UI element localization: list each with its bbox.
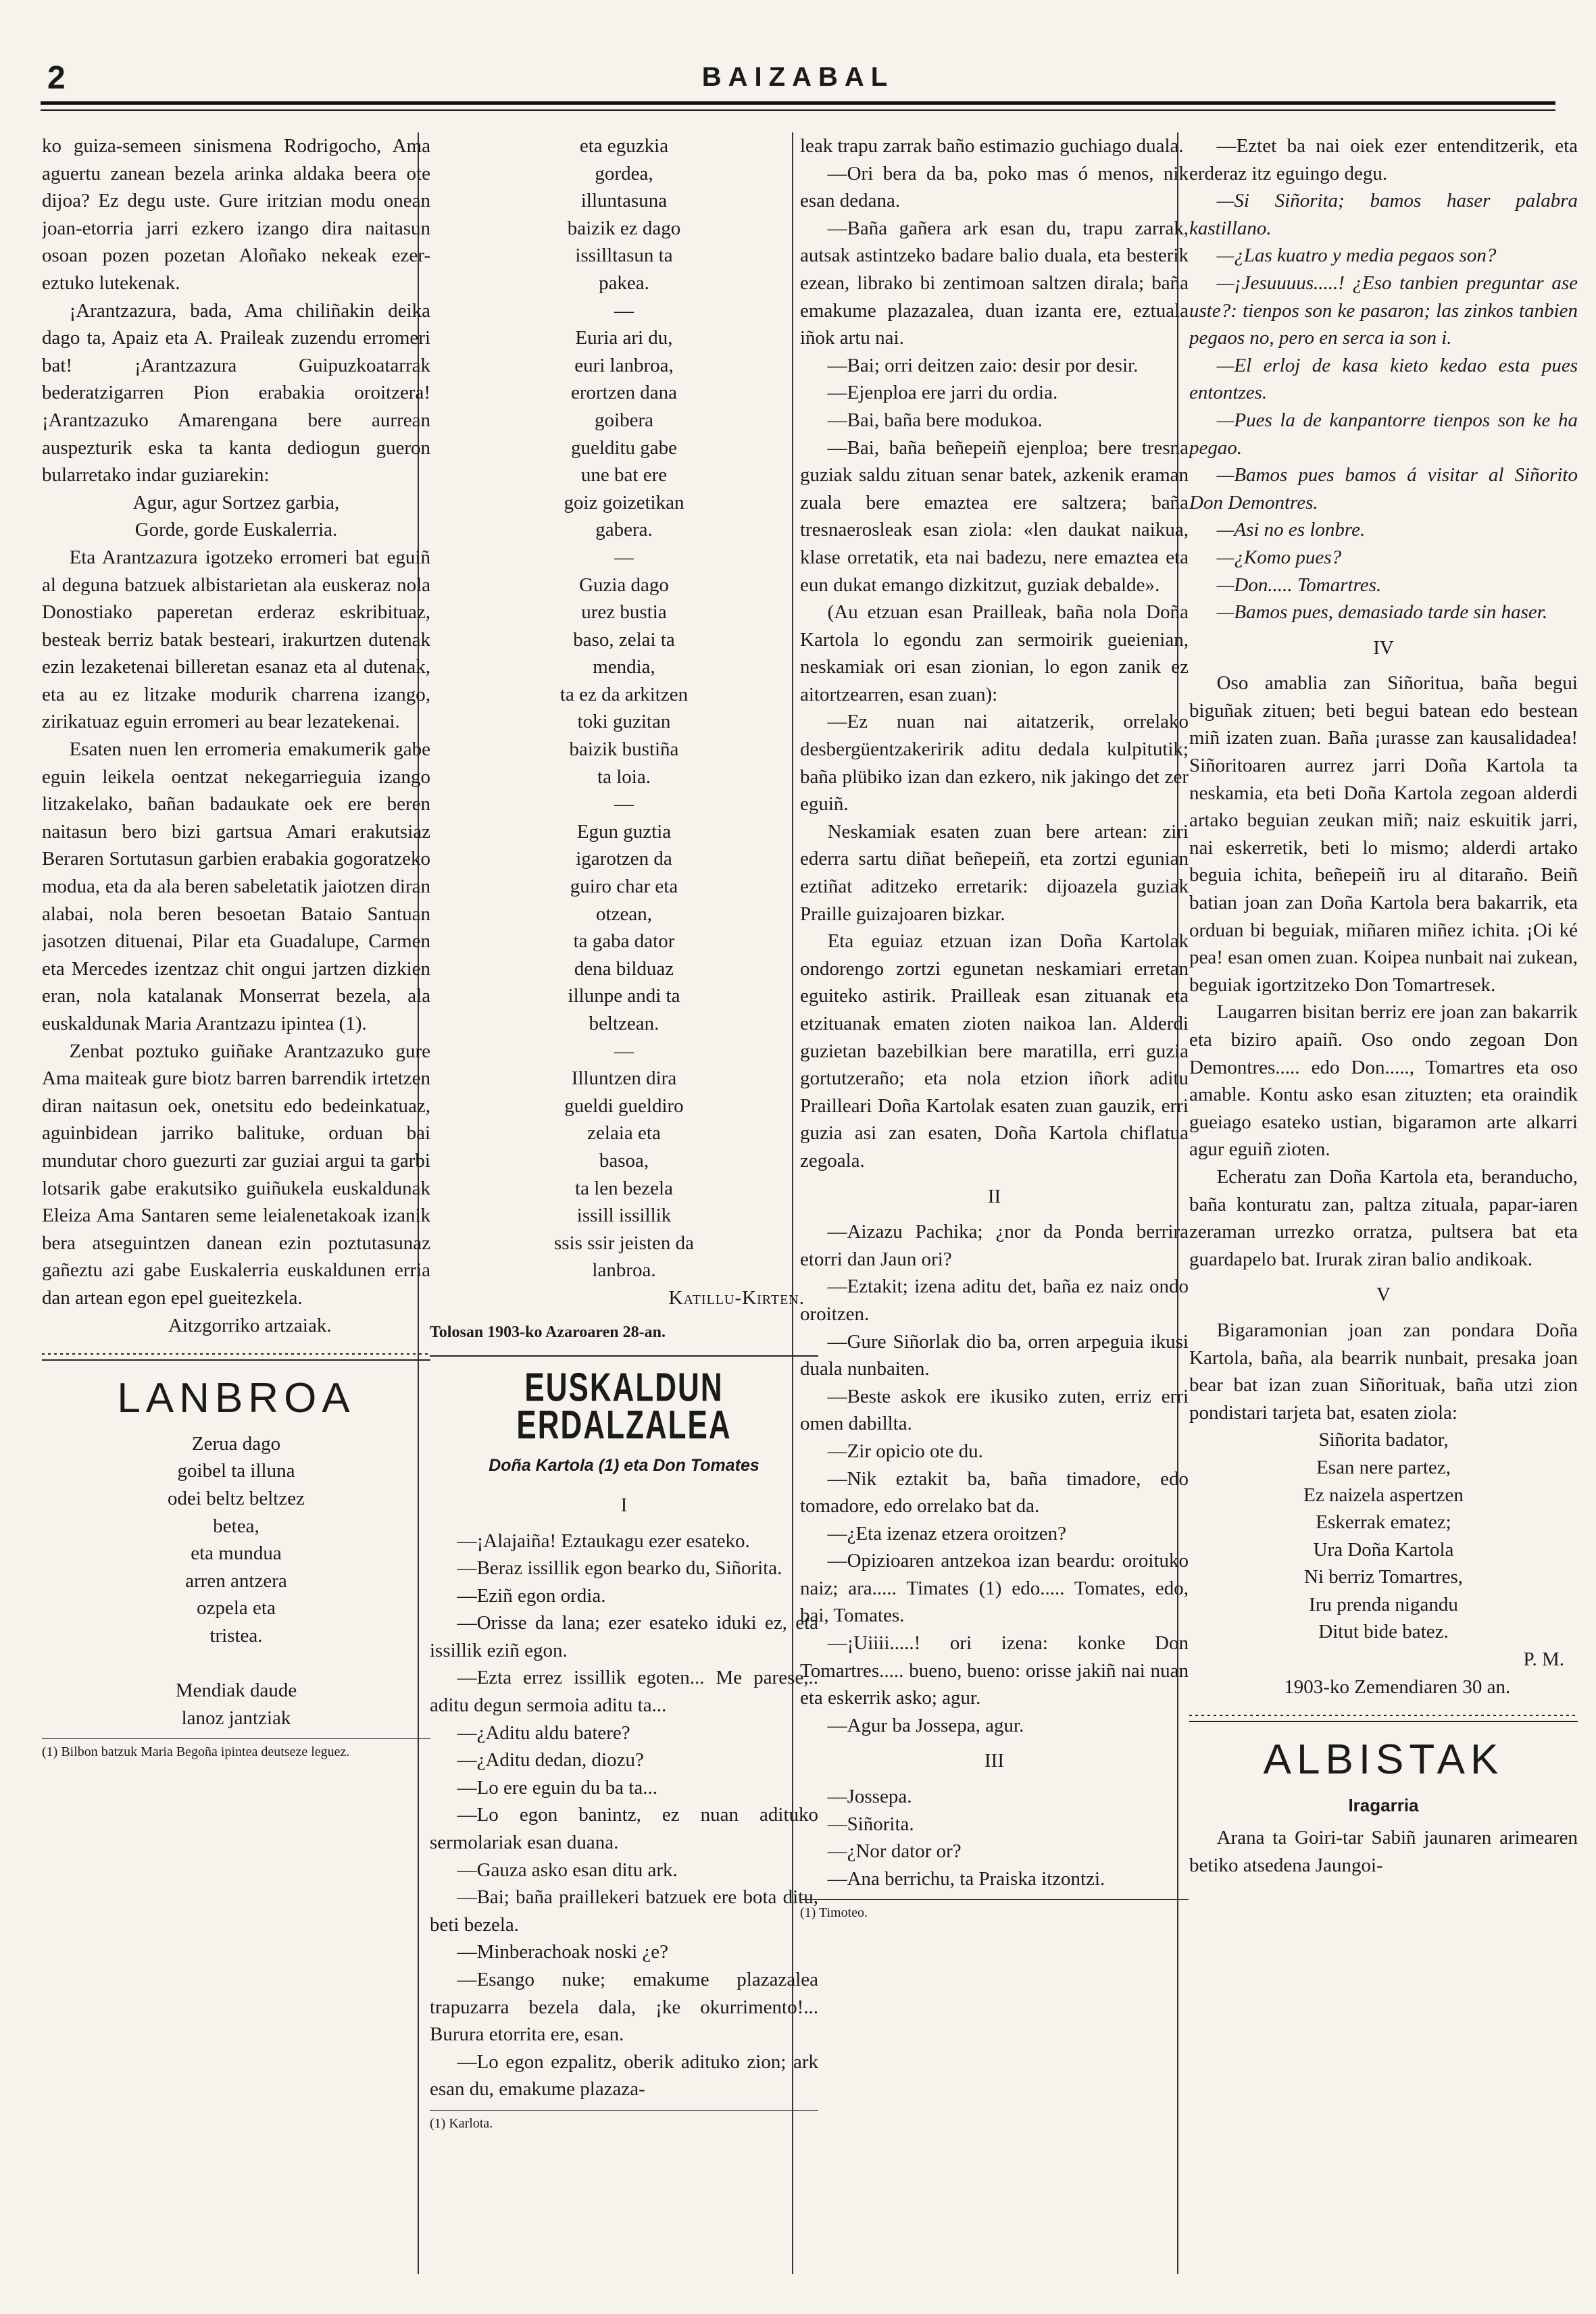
poem-line: ta ez da arkitzen (559, 683, 689, 705)
article-paragraph: Eta eguiaz etzuan izan Doña Kartolak ondorengo zortzi egunetan neskamiari erretan eguiteko astirik. Prailleak esan zituanak eta etzituanak ematen zioten naikoa lan. Alderdi guzietan bazebilkian bere maratilla, erri guzia gortutzeraño; eta nola etzion iñork aditu Prailleari Doña Kartolak esaten zuan gauzik, erri guzia asi zan esaten, Doña Kartola chiflatua zegoala. (800, 930, 1189, 1172)
dialogue-line: —Ori bera da ba, poko mas ó menos, nik esan dedana. (800, 162, 1189, 212)
poem-line: issill issillik (576, 1205, 672, 1227)
dialogue-line: —Jossepa. (827, 1786, 912, 1808)
poem-line: lanbroa. (592, 1259, 656, 1282)
poem-line: eta eguzkia (579, 135, 669, 157)
article-paragraph: Eta Arantzazura igotzeko erromeri bat eguiñ al deguna batzuek albistarietan ala euskeraz nola Donostiako paperetan erderaz eskribituaz, besteak berriz batak besteari, irakurtzen dutenak ezin lezaketenai billeretan esanaz eta al dutenak, eta au ez litzake modurik charrena izango, zirikatuaz eguin erromeri au bear lezatekenai. (42, 546, 430, 733)
dialogue-line: —¿Eta izenaz etzera oroitzen? (827, 1522, 1066, 1544)
chapter-number: I (620, 1494, 628, 1516)
column-4 (1189, 132, 1578, 2281)
poem-line: — (614, 1040, 634, 1062)
poem-line: Zerua dago (191, 1432, 281, 1455)
masthead (41, 47, 1555, 101)
poem-line: tristea. (209, 1624, 263, 1646)
poem-line: une bat ere (580, 464, 668, 486)
poem-line: igarotzen da (576, 848, 672, 870)
dialogue-line: —Lo egon banintz, ez nuan adituko sermolariak esan duana. (430, 1804, 818, 1854)
dialogue-line: —Beste askok ere ikusiko zuten, erriz erri omen dabillta. (800, 1385, 1189, 1435)
poem-line: euri lanbroa, (574, 354, 674, 376)
poem-continued (430, 132, 818, 1284)
column-1 (42, 132, 430, 2281)
section-title-euskaldun: EUSKALDUN ERDALZALEA (516, 1365, 732, 1448)
header-rule-thick (41, 101, 1555, 105)
poem-line: issilltasun ta (575, 245, 673, 267)
verse-line: Iru prenda nigandu (1309, 1593, 1458, 1615)
section-divider (430, 1355, 818, 1357)
verse-line: Eskerrak ematez; (1316, 1511, 1451, 1534)
dialogue-line: —¡Uiiii.....! ori izena: konke Don Tomartres..... bueno, bueno: orisse jakiñ nai nuan eta eskerrik asko; agur. (800, 1632, 1189, 1709)
dialogue-line: —Eztakit; izena aditu det, baña ez naiz ondo oroitzen. (800, 1276, 1189, 1325)
dialogue-line: —Bai, baña bere modukoa. (827, 409, 1043, 431)
poem-line: erortzen dana (571, 382, 677, 404)
dialogue-line: —Eziñ egon ordia. (457, 1584, 606, 1607)
dialogue-line: —Esango nuke; emakume plazazalea trapuzarra bezela dala, ¡ke okurrimento!... Burura etorrita ere, esan. (430, 1969, 818, 2046)
section-title-lanbroa: LANBROA (117, 1375, 355, 1422)
article-paragraph: Neskamiak esaten zuan bere artean: ziri ederra sartu diñat beñepeiñ, eta zortzi egunian eztiñat aditzeko erretarik: dijoazela guziak Praille guizajoaren bizkar. (800, 820, 1189, 925)
article-paragraph: ko guiza-semeen sinismena Rodrigocho, Ama aguertu zanean bezela arinka aldaka beera ote dijoa? Ez degu uste. Gure iritzian modu onean joan-etorria jarri ezkero izango dira naitasun osoan pozen pozetan Aloñako nekeak ezer-eztuko lutekenak. (42, 135, 430, 294)
chapter-number: II (987, 1185, 1001, 1207)
poem-line: otzean, (596, 903, 652, 925)
article-paragraph: Oso amablia zan Siñoritua, baña begui biguñak zituen; beti begui batean edo bestean miñ izaten zuan. Baña ¡urasse zan kausalidadea! Siñoritoaren aurrez jarri Doña Kartola ta neskamia, eta beti Doña Kartola zegoan alderdi artako beguian zeukan miñ; naiz eskuitik jarri, nai eskerretik, beti lo mismo; alderdi artako beguia ichita, beñepeiñ iru al ditaraño. Beiñ batian joan zan Doña Kartola bera bakarrik, eta orduan bi beguiak, miñaren miñez ichita. ¡Oi ké pea! esan omen zuan. Koipea nunbait nai zukean, beguiak igortzitzeko Don Tomartresek. (1189, 672, 1578, 996)
article-paragraph: Arana ta Goiri-tar Sabiñ jaunaren arimearen betiko atsedena Jaungoi- (1189, 1827, 1578, 1877)
poem-line: goibel ta illuna (177, 1460, 295, 1482)
poem-line: basoa, (599, 1149, 649, 1172)
poem-line: odei beltz beltzez (168, 1487, 305, 1509)
poem-line: guelditu gabe (570, 436, 678, 459)
verse-line: Ura Doña Kartola (1313, 1538, 1454, 1561)
dialogue-line: —Gure Siñorlak dio ba, orren arpeguia ikusi duala nunbaiten. (800, 1330, 1189, 1380)
dialogue-line: —Lo egon ezpalitz, oberik adituko zion; ark esan du, emakume plazaza- (430, 2051, 818, 2101)
dialogue-line: —Ez nuan nai aitatzerik, orrelako desbergüentzakeririk aditu dedala kulpitutik; baña plübiko izan dan ezkero, nik jakingo det zer eguiñ. (800, 711, 1189, 815)
poem-line: betea, (213, 1515, 259, 1537)
poem-line: ta loia. (597, 765, 651, 788)
poem-line: — (614, 546, 634, 568)
poem-line: ssis ssir jeisten da (553, 1232, 695, 1254)
poem-line: — (614, 299, 634, 322)
dialogue-line: —Lo ere eguin du ba ta... (457, 1776, 657, 1799)
poem-line: illuntasuna (580, 190, 668, 212)
article-date: 1903-ko Zemendiaren 30 an. (1284, 1676, 1511, 1698)
dialogue-line: —¿Aditu aldu batere? (457, 1721, 630, 1744)
page-number: 2 (47, 60, 66, 96)
dialogue-line: —Beraz issillik egon bearko du, Siñorita. (457, 1557, 782, 1580)
column-2 (430, 132, 818, 2281)
column-3 (800, 132, 1189, 2281)
dialogue-line: —Aizazu Pachika; ¿nor da Ponda berrira etorri dan Jaun ori? (800, 1221, 1189, 1270)
poem-line: baizik ez dago (567, 217, 681, 239)
poem-line: lanoz jantziak (181, 1707, 291, 1729)
article-paragraph: Esaten nuen len erromeria emakumerik gabe eguin leikela oentzat nekegarrieguia izango litzakelako, bañan badaukate oek ere beren naitasun bero bizi gartsua Amari erakutsiaz Beraren Sortutasun garbien erabakia gogoratzeko modua, eta da ala beren sabeletatik jaiotzen diran alabai, nola beren besoetan Bataio Santuan jasotzen dituenai, Pilar eta Guadalupe, Carmen eta Mercedes izentzaz chit ongui jartzen dizkien eran, nola katalanak Monserrat bezela, ala euskaldunak Maria Arantzazu ipintea (1). (42, 738, 430, 1034)
verse-line: Ez naizela aspertzen (1303, 1484, 1464, 1506)
poem-line: zelaia eta (587, 1122, 661, 1145)
article-subtitle: Doña Kartola (1) eta Don Tomates (489, 1456, 759, 1476)
dialogue-line: —El erloj de kasa kieto kedao esta pues entontzes. (1189, 354, 1578, 404)
poem (42, 1430, 430, 1732)
poem-line: gabera. (595, 519, 653, 541)
poem-line: gordea, (595, 162, 653, 184)
verse-line: Agur, agur Sortzez garbia, (132, 491, 340, 513)
chapter-number: IV (1373, 636, 1394, 659)
poem-line: goibera (595, 409, 653, 431)
poem-line: eta mundua (191, 1542, 282, 1565)
verse (1189, 1426, 1578, 1646)
article-paragraph: Zenbat poztuko guiñake Arantzazuko gure Ama maiteak gure biotz barren barrendik irtetzen diran naitasun oek, onetsitu edo bedeinkatuaz, aguinbidean jarriko balituke, orduan bai mundutar choro guezurti zar guziai argui ta garbi lotsarik gabe erakutsiko guiñukela euskaldunak Eleiza Ama Santaren seme leialenetakoak izanik bera atseguintzen danean ezin poztutasunaz gañeztu azi gabe Euskalerria euskaldunen erria dan artean egon epel gueitezkela. (42, 1040, 430, 1309)
poem-author: Katillu-Kirten. (668, 1286, 805, 1309)
poem-line: pakea. (599, 272, 649, 294)
dialogue-line: —Siñorita. (827, 1813, 914, 1835)
poem-line: guiro char eta (570, 876, 678, 898)
section-divider (42, 1351, 430, 1361)
news-label: Iragarria (1348, 1794, 1419, 1815)
dialogue-line: —Ana berrichu, ta Praiska itzontzi. (827, 1867, 1105, 1890)
dialogue-line: —Bai, baña beñepeiñ ejenploa; bere tresna guziak saldu zituan senar batek, azkenik eraman zuala bere emaztea ere saltzera; baña tresnaerosleak esan ziola: «len daukat naikua, klase orretatik, eta nai badezu, nere emaztea eta eun dukat emango dizkitzut, guziak debalde». (800, 436, 1189, 596)
poem-dateline: Tolosan 1903-ko Azaroaren 28-an. (430, 1323, 666, 1341)
article-paragraph: ¡Arantzazura, bada, Ama chiliñakin deika dago ta, Apaiz eta A. Praileak zuzendu erromeri bat! ¡Arantzazura Guipuzkoatarrak bederatzigarren Pion erabakia oroitzera! ¡Arantzazuko Amarengana bere aurrean auspezturik eska ta kanta dediogun gueron bularretako indar guziarekin: (42, 299, 430, 486)
dialogue-line: —Opizioaren antzekoa izan beardu: oroituko naiz; ara..... Timates (1) edo..... Tomates, edo, bai, Tomates. (800, 1550, 1189, 1627)
article-paragraph: Laugarren bisitan berriz ere joan zan bakarrik eta biziro apaiñ. Oso ondo zegoan Don Demontres..... edo Don....., Tomartres eta oso amable. Kontu asko esan zituzten; eta oraindik gueiago esateko ustian, bigaramon arte alkarri agur eguiñ zioten. (1189, 1001, 1578, 1161)
newspaper-title: BAIZABAL (701, 62, 895, 92)
poem-line: toki guzitan (577, 711, 671, 733)
dialogue-line: —Bamos pues, demasiado tarde sin haser. (1216, 601, 1548, 624)
dialogue-line: —Zir opicio ote du. (827, 1440, 983, 1462)
dialogue-line: —Orisse da lana; ezer esateko iduki ez, eta issillik eziñ egon. (430, 1612, 818, 1661)
poem-line: ta len bezela (575, 1177, 673, 1199)
dialogue-line: —¿Las kuatro y media pegaos son? (1216, 245, 1497, 267)
dialogue-line: —Gauza asko esan ditu ark. (457, 1859, 678, 1881)
dialogue-line: —Baña gañera ark esan du, trapu zarrak, autsak astintzeko badare balio duala, eta besterik ezean, librako bi zentimoan saltzen dirala; baña emakume plazazalea, duan izanta ere, eztuala iñok artu nai. (800, 217, 1189, 349)
poem-line: Guzia dago (579, 574, 669, 596)
poem-line: arren antzera (185, 1569, 287, 1592)
dialogue-line: —Don..... Tomartres. (1216, 574, 1382, 596)
dialogue-line: leak trapu zarrak baño estimazio guchiago duala. (800, 135, 1184, 157)
poem-line: mendia, (593, 656, 655, 678)
chapter-number: V (1376, 1284, 1391, 1306)
dialogue-line: —Eztet ba nai oiek ezer entenditzerik, eta erderaz itz eguingo degu. (1189, 135, 1578, 184)
dialogue-line: —¿Komo pues? (1216, 546, 1342, 568)
verse (42, 489, 430, 544)
dialogue-line: —¿Aditu dedan, diozu? (457, 1749, 644, 1771)
poem-line: illunpe andi ta (568, 985, 680, 1007)
dialogue-line: —Si Siñorita; bamos haser palabra kastillano. (1189, 190, 1578, 239)
poem-line: ozpela eta (197, 1597, 276, 1619)
poem-line (42, 1649, 430, 1677)
dialogue-line: —Bai; orri deitzen zaio: desir por desir. (827, 354, 1139, 376)
poem-line: dena bilduaz (574, 957, 674, 980)
dialogue-line: —Bamos pues bamos á visitar al Siñorito Don Demontres. (1189, 464, 1578, 513)
chapter-number: III (984, 1750, 1004, 1772)
dialogue-line: —Ejenploa ere jarri du ordia. (827, 382, 1058, 404)
verse-line: Siñorita badator, (1318, 1429, 1449, 1451)
verse-line: Ni berriz Tomartres, (1304, 1566, 1463, 1588)
dialogue-line: —Nik eztakit ba, baña timadore, edo tomadore, edo orrelako bat da. (800, 1467, 1189, 1517)
dialogue-line: —¡Alajaiña! Eztaukagu ezer esateko. (457, 1530, 750, 1552)
poem-line: — (614, 793, 634, 815)
poem-line: beltzean. (589, 1013, 659, 1034)
poem-line: Egun guztia (576, 820, 672, 842)
poem-line: ta gaba dator (573, 930, 675, 953)
section-divider (1189, 1713, 1578, 1722)
footnote: (1) Bilbon batzuk Maria Begoña ipintea deutseze leguez. (42, 1738, 430, 1761)
footnote: (1) Karlota. (430, 2110, 818, 2132)
poem-line: Mendiak daude (175, 1680, 297, 1702)
dialogue-line: —Asi no es lonbre. (1216, 519, 1366, 541)
dialogue-line: —Pues la de kanpantorre tienpos son ke ha pegao. (1189, 409, 1578, 459)
dialogue-line: —Ezta errez issillik egoten... Me parese,.. aditu degun sermoia aditu ta... (430, 1667, 818, 1717)
dialogue-line: —Bai; baña praillekeri batzuek ere bota ditu, beti bezela. (430, 1886, 818, 1936)
poem-line: Illuntzen dira (571, 1067, 677, 1090)
dialogue-line: —Agur ba Jossepa, agur. (827, 1714, 1024, 1736)
poem-line: baso, zelai ta (573, 628, 675, 651)
section-title-albistak: ALBISTAK (1263, 1736, 1504, 1784)
dialogue-line: —¡Jesuuuus.....! ¿Eso tanbien preguntar ase uste?: tienpos son ke pasaron; las zinkos tanbien pegaos no, pero en serca ia son i. (1189, 272, 1578, 349)
article-signature: P. M. (1523, 1649, 1564, 1671)
article-signature: Aitzgorriko artzaiak. (168, 1314, 332, 1336)
poem-line: goiz goizetikan (564, 491, 684, 513)
dialogue-line: —¿Nor dator or? (827, 1840, 962, 1863)
dialogue-line: —Minberachoak noski ¿e? (457, 1941, 669, 1963)
article-paragraph: (Au etzuan esan Prailleak, baña nola Doña Kartola lo egondu zan sermoirik gueienian, neskamiak ori esan zionian, lo egon zanik ez aitortzearren, esan zuan): (800, 601, 1189, 705)
poem-line: gueldi gueldiro (564, 1095, 684, 1117)
verse-line: Ditut bide batez. (1318, 1621, 1449, 1643)
poem-line: Euria ari du, (575, 327, 673, 349)
article-paragraph: Echeratu zan Doña Kartola eta, beranducho, baña konturatu zan, paltza zituala, papar-iaren zeraman urrezko orratza, pultsera bat eta guardapelo bat. Irurak ziran balio andikoak. (1189, 1165, 1578, 1270)
article-paragraph: Bigaramonian joan zan pondara Doña Kartola, baña, ala bearrik nunbait, presaka joan bear bat izan zuan Siñorituak, baña utzi zion pondistari tarjeta bat, esaten ziola: (1189, 1319, 1578, 1424)
poem-line: baizik bustiña (569, 738, 679, 761)
poem-line: urez bustia (581, 601, 667, 624)
footnote: (1) Timoteo. (800, 1899, 1189, 1921)
verse-line: Gorde, gorde Euskalerria. (134, 519, 338, 541)
header-rule-thin (41, 109, 1555, 111)
verse-line: Esan nere partez, (1316, 1456, 1451, 1478)
